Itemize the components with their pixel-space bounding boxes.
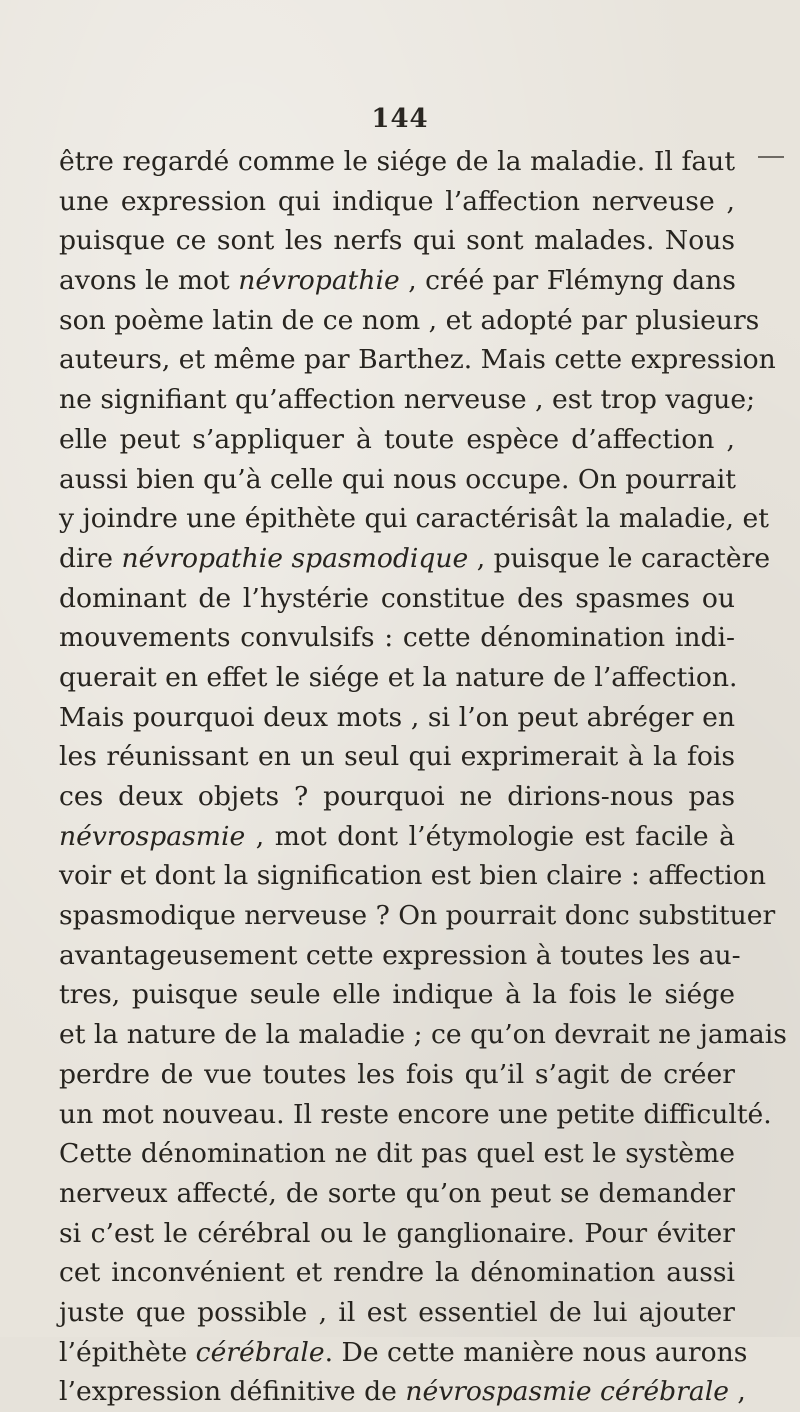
text-line bbox=[59, 340, 776, 380]
text-segment: l’épithète bbox=[59, 1336, 196, 1368]
text-line bbox=[59, 182, 735, 222]
italic-term: cérébrale bbox=[195, 1336, 325, 1368]
text-line bbox=[59, 1253, 735, 1293]
text-segment: cet inconvénient et rendre la dénomination aussi bbox=[59, 1257, 735, 1289]
text-line bbox=[59, 1174, 735, 1214]
text-line bbox=[59, 261, 735, 301]
text-segment: dire bbox=[59, 542, 122, 574]
text-line bbox=[59, 896, 776, 936]
text-line bbox=[59, 142, 735, 182]
text-line bbox=[59, 1095, 772, 1135]
text-line bbox=[59, 618, 735, 658]
text-segment: querait en effet le siége et la nature de l’affection. bbox=[59, 661, 738, 693]
text-segment: et la nature de la maladie ; ce qu’on devrait ne jamais bbox=[59, 1019, 787, 1051]
text-segment: Mais pourquoi deux mots , si l’on peut abréger en bbox=[59, 701, 735, 733]
text-line bbox=[59, 579, 735, 619]
italic-term: névropathie spasmodique bbox=[121, 542, 469, 574]
text-segment: , bbox=[728, 1376, 746, 1408]
text-line bbox=[59, 1015, 787, 1055]
text-segment: auteurs, et même par Barthez. Mais cette expression bbox=[59, 344, 776, 376]
text-segment: elle peut s’appliquer à toute espèce d’affection , bbox=[59, 423, 735, 455]
text-line bbox=[59, 1214, 735, 1254]
text-line bbox=[59, 737, 735, 777]
text-line bbox=[59, 1293, 735, 1333]
italic-term: névrospasmie cérébrale bbox=[405, 1376, 729, 1408]
text-line bbox=[59, 698, 735, 738]
text-segment: perdre de vue toutes les fois qu’il s’agit de créer bbox=[59, 1058, 735, 1090]
margin-mark bbox=[758, 156, 784, 158]
text-segment: juste que possible , il est essentiel de lui ajouter bbox=[59, 1296, 735, 1328]
text-line bbox=[59, 658, 738, 698]
text-line bbox=[59, 936, 741, 976]
text-segment: si c’est le cérébral ou le ganglionaire. Pour éviter bbox=[59, 1217, 735, 1249]
body-text bbox=[59, 142, 787, 1412]
text-line bbox=[59, 975, 735, 1015]
text-segment: avantageusement cette expression à toutes les au- bbox=[59, 939, 741, 971]
text-line bbox=[59, 1134, 735, 1174]
text-segment: spasmodique nerveuse ? On pourrait donc substituer bbox=[59, 900, 776, 932]
text-segment: un mot nouveau. Il reste encore une petite difficulté. bbox=[59, 1098, 772, 1130]
text-line bbox=[59, 380, 756, 420]
text-segment: l’expression définitive de bbox=[59, 1376, 406, 1408]
text-segment: une expression qui indique l’affection nerveuse , bbox=[59, 185, 735, 217]
text-segment: , mot dont l’étymologie est facile à bbox=[245, 820, 735, 852]
text-segment: dominant de l’hystérie constitue des spasmes ou bbox=[59, 582, 735, 614]
text-line bbox=[59, 777, 735, 817]
text-line bbox=[59, 221, 735, 261]
text-line bbox=[59, 539, 771, 579]
text-line bbox=[59, 817, 735, 857]
text-segment: , créé par Flémyng dans bbox=[399, 265, 736, 297]
text-line bbox=[59, 1333, 748, 1373]
text-segment: , puisque le caractère bbox=[468, 542, 771, 574]
text-line bbox=[59, 301, 760, 341]
text-segment: y joindre une épithète qui caractérisât la maladie, et bbox=[59, 503, 769, 535]
text-segment: voir et dont la signification est bien claire : affection bbox=[59, 860, 766, 892]
text-segment: ces deux objets ? pourquoi ne dirions-nous pas bbox=[59, 781, 735, 812]
text-segment: être regardé comme le siége de la maladie. Il faut bbox=[59, 146, 735, 177]
text-segment: avons le mot bbox=[59, 265, 239, 297]
text-segment: . De cette manière nous aurons bbox=[324, 1336, 748, 1368]
text-line bbox=[59, 460, 735, 500]
text-line bbox=[59, 499, 769, 539]
italic-term: névropathie bbox=[238, 265, 400, 297]
text-line bbox=[59, 420, 735, 460]
text-segment: ne signifiant qu’affection nerveuse , est trop vague; bbox=[59, 384, 756, 416]
italic-term: névrospasmie bbox=[59, 820, 246, 852]
text-segment: son poème latin de ce nom , et adopté par plusieurs bbox=[59, 304, 760, 336]
text-segment: les réunissant en un seul qui exprimerait à la fois bbox=[59, 741, 735, 773]
text-segment: tres, puisque seule elle indique à la fois le siége bbox=[59, 979, 735, 1011]
text-line bbox=[59, 1055, 735, 1095]
text-segment: aussi bien qu’à celle qui nous occupe. On pourrait bbox=[59, 463, 736, 495]
page-number: 144 bbox=[371, 104, 429, 134]
text-segment: mouvements convulsifs : cette dénomination indi- bbox=[59, 622, 735, 654]
text-segment: Cette dénomination ne dit pas quel est le système bbox=[59, 1138, 735, 1170]
text-line bbox=[59, 1372, 746, 1412]
text-segment: puisque ce sont les nerfs qui sont malades. Nous bbox=[59, 225, 735, 257]
text-line bbox=[59, 856, 766, 896]
text-segment: nerveux affecté, de sorte qu’on peut se demander bbox=[59, 1177, 735, 1209]
